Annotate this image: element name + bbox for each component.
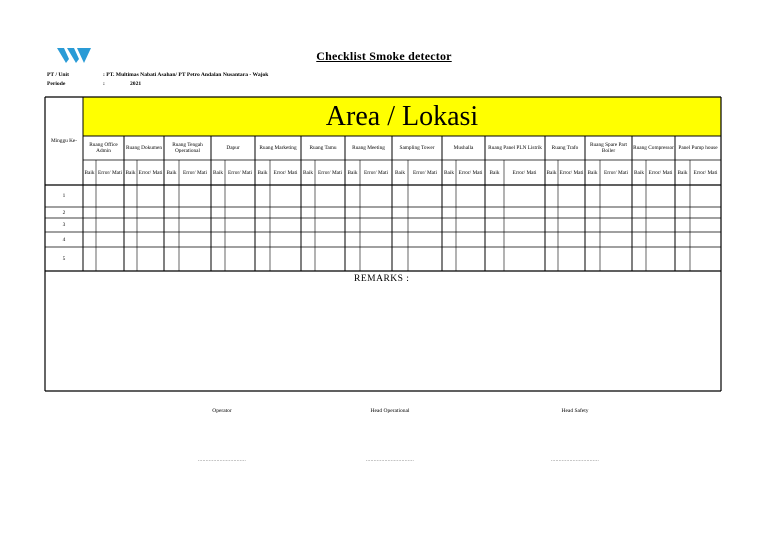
checklist-cell[interactable] xyxy=(164,218,179,232)
checklist-cell[interactable] xyxy=(485,232,504,247)
checklist-cell[interactable] xyxy=(600,232,632,247)
checklist-cell[interactable] xyxy=(301,207,315,218)
checklist-cell[interactable] xyxy=(124,247,137,271)
checklist-cell[interactable] xyxy=(179,207,211,218)
checklist-cell[interactable] xyxy=(504,218,545,232)
checklist-cell[interactable] xyxy=(456,232,485,247)
status-error-label: Error/ Mati xyxy=(183,169,207,176)
periode-label: Periode xyxy=(47,81,66,87)
checklist-cell[interactable] xyxy=(632,207,646,218)
status-baik-label: Baik xyxy=(443,169,454,176)
checklist-cell[interactable] xyxy=(164,247,179,271)
checklist-cell[interactable] xyxy=(315,207,345,218)
signature-line: ............................... xyxy=(365,458,415,463)
status-error-label: Error/ Mati xyxy=(364,169,388,176)
checklist-cell[interactable] xyxy=(360,218,392,232)
checklist-cell[interactable] xyxy=(164,185,179,207)
status-baik-label: Baik xyxy=(546,169,557,176)
location-header: Ruang Tamu xyxy=(309,145,337,151)
status-baik-label: Baik xyxy=(257,169,268,176)
status-baik-label: Baik xyxy=(394,169,405,176)
minggu-ke-label: Minggu Ke- xyxy=(50,138,78,144)
week-number: 2 xyxy=(62,209,66,216)
checklist-cell[interactable] xyxy=(96,218,124,232)
checklist-cell[interactable] xyxy=(442,185,456,207)
checklist-cell[interactable] xyxy=(164,207,179,218)
checklist-cell[interactable] xyxy=(124,185,137,207)
checklist-cell[interactable] xyxy=(360,185,392,207)
status-error-label: Error/ Mati xyxy=(318,169,342,176)
checklist-cell[interactable] xyxy=(96,185,124,207)
checklist-cell[interactable] xyxy=(545,218,558,232)
checklist-cell[interactable] xyxy=(137,207,164,218)
signature-role-label: Head Safety xyxy=(561,408,589,414)
checklist-cell[interactable] xyxy=(225,232,255,247)
checklist-cell[interactable] xyxy=(600,207,632,218)
checklist-cell[interactable] xyxy=(504,185,545,207)
checklist-cell[interactable] xyxy=(211,207,225,218)
checklist-cell[interactable] xyxy=(600,218,632,232)
location-header: Dapur xyxy=(226,145,240,151)
checklist-cell[interactable] xyxy=(504,247,545,271)
status-baik-label: Baik xyxy=(302,169,313,176)
checklist-cell[interactable] xyxy=(558,232,585,247)
checklist-cell[interactable] xyxy=(690,247,721,271)
checklist-cell[interactable] xyxy=(690,207,721,218)
checklist-cell[interactable] xyxy=(545,232,558,247)
signature-role-label: Head Operational xyxy=(370,408,410,414)
checklist-cell[interactable] xyxy=(83,232,96,247)
checklist-cell[interactable] xyxy=(485,247,504,271)
checklist-cell[interactable] xyxy=(96,232,124,247)
checklist-cell[interactable] xyxy=(345,232,360,247)
checklist-cell[interactable] xyxy=(392,247,408,271)
location-header: Ruang Panel PLN Listrik xyxy=(488,145,542,151)
checklist-cell[interactable] xyxy=(646,218,675,232)
status-baik-label: Baik xyxy=(489,169,500,176)
checklist-cell[interactable] xyxy=(585,247,600,271)
checklist-cell[interactable] xyxy=(675,207,690,218)
checklist-cell[interactable] xyxy=(545,185,558,207)
location-header: Ruang Meeting xyxy=(352,145,385,151)
checklist-cell[interactable] xyxy=(225,207,255,218)
checklist-cell[interactable] xyxy=(646,185,675,207)
checklist-cell[interactable] xyxy=(270,247,301,271)
checklist-cell[interactable] xyxy=(632,232,646,247)
checklist-cell[interactable] xyxy=(83,218,96,232)
checklist-cell[interactable] xyxy=(558,218,585,232)
periode-separator: : xyxy=(103,81,105,87)
checklist-cell[interactable] xyxy=(585,232,600,247)
checklist-cell[interactable] xyxy=(585,207,600,218)
status-error-label: Error/ Mati xyxy=(604,169,628,176)
checklist-cell[interactable] xyxy=(690,232,721,247)
checklist-cell[interactable] xyxy=(255,232,270,247)
checklist-cell[interactable] xyxy=(504,232,545,247)
checklist-cell[interactable] xyxy=(408,247,442,271)
checklist-cell[interactable] xyxy=(345,207,360,218)
checklist-cell[interactable] xyxy=(456,247,485,271)
status-baik-label: Baik xyxy=(587,169,598,176)
checklist-cell[interactable] xyxy=(124,207,137,218)
week-number: 3 xyxy=(62,222,66,228)
location-header: Ruang Compressor xyxy=(633,145,674,151)
checklist-cell[interactable] xyxy=(225,247,255,271)
document-title: Checklist Smoke detector xyxy=(316,49,452,63)
checklist-cell[interactable] xyxy=(646,232,675,247)
area-lokasi-heading: Area / Lokasi xyxy=(325,100,479,132)
status-baik-label: Baik xyxy=(212,169,223,176)
status-error-label: Error/ Mati xyxy=(138,169,163,176)
signature-line: ............................... xyxy=(550,458,600,463)
checklist-cell[interactable] xyxy=(211,232,225,247)
checklist-cell[interactable] xyxy=(345,185,360,207)
checklist-cell[interactable] xyxy=(270,232,301,247)
checklist-cell[interactable] xyxy=(504,207,545,218)
checklist-cell[interactable] xyxy=(456,218,485,232)
checklist-cell[interactable] xyxy=(124,218,137,232)
checklist-cell[interactable] xyxy=(96,207,124,218)
checklist-cell[interactable] xyxy=(83,185,96,207)
location-header: Panel Pump house xyxy=(678,145,718,151)
checklist-cell[interactable] xyxy=(442,232,456,247)
checklist-cell[interactable] xyxy=(255,247,270,271)
status-baik-label: Baik xyxy=(84,169,95,176)
checklist-cell[interactable] xyxy=(301,232,315,247)
status-error-label: Error/ Mati xyxy=(512,169,537,176)
checklist-cell[interactable] xyxy=(408,218,442,232)
week-number: 5 xyxy=(62,256,66,262)
status-error-label: Error/ Mati xyxy=(648,169,673,176)
checklist-cell[interactable] xyxy=(315,218,345,232)
checklist-cell[interactable] xyxy=(137,232,164,247)
checklist-cell[interactable] xyxy=(690,218,721,232)
checklist-cell[interactable] xyxy=(558,207,585,218)
status-error-label: Error/ Mati xyxy=(693,169,718,176)
checklist-cell[interactable] xyxy=(179,247,211,271)
checklist-cell[interactable] xyxy=(675,232,690,247)
checklist-cell[interactable] xyxy=(345,218,360,232)
status-error-label: Error/ Mati xyxy=(559,169,584,176)
checklist-cell[interactable] xyxy=(164,232,179,247)
location-header: Mushalla xyxy=(453,145,474,151)
location-header: Ruang Marketing xyxy=(259,145,297,151)
signature-line: ............................... xyxy=(197,458,247,463)
checklist-cell[interactable] xyxy=(558,247,585,271)
status-error-label: Error/ Mati xyxy=(458,169,483,176)
checklist-cell[interactable] xyxy=(137,247,164,271)
checklist-cell[interactable] xyxy=(211,247,225,271)
status-baik-label: Baik xyxy=(125,169,136,176)
checklist-cell[interactable] xyxy=(270,185,301,207)
checklist-cell[interactable] xyxy=(632,247,646,271)
checklist-cell[interactable] xyxy=(545,207,558,218)
checklist-cell[interactable] xyxy=(301,185,315,207)
checklist-cell[interactable] xyxy=(392,207,408,218)
location-header: Ruang Spare Part Boiler xyxy=(589,142,628,154)
checklist-cell[interactable] xyxy=(600,185,632,207)
checklist-cell[interactable] xyxy=(632,185,646,207)
remarks-box[interactable] xyxy=(45,271,721,391)
checklist-cell[interactable] xyxy=(675,218,690,232)
checklist-cell[interactable] xyxy=(83,207,96,218)
checklist-cell[interactable] xyxy=(392,185,408,207)
location-header: Ruang Tengah Operational xyxy=(172,142,203,154)
checklist-cell[interactable] xyxy=(124,232,137,247)
checklist-cell[interactable] xyxy=(255,207,270,218)
checklist-cell[interactable] xyxy=(675,247,690,271)
location-header: Ruang Office Admin xyxy=(89,142,118,154)
checklist-cell[interactable] xyxy=(408,185,442,207)
checklist-cell[interactable] xyxy=(360,247,392,271)
checklist-cell[interactable] xyxy=(585,185,600,207)
pt-unit-value: : PT. Multimas Nabati Asahan/ PT Petro Andalan Nusantara - Wajok xyxy=(103,72,269,78)
checklist-cell[interactable] xyxy=(632,218,646,232)
checklist-cell[interactable] xyxy=(360,232,392,247)
checklist-cell[interactable] xyxy=(83,247,96,271)
status-error-label: Error/ Mati xyxy=(98,169,122,176)
periode-value: 2021 xyxy=(130,81,142,87)
checklist-cell[interactable] xyxy=(408,207,442,218)
checklist-cell[interactable] xyxy=(545,247,558,271)
checklist-cell[interactable] xyxy=(646,207,675,218)
signature-role-label: Operator xyxy=(212,408,232,414)
checklist-cell[interactable] xyxy=(225,218,255,232)
checklist-table xyxy=(45,97,721,391)
checklist-cell[interactable] xyxy=(211,218,225,232)
checklist-cell[interactable] xyxy=(211,185,225,207)
remarks-label: REMARKS : xyxy=(354,274,410,284)
checklist-cell[interactable] xyxy=(345,247,360,271)
checklist-cell[interactable] xyxy=(675,185,690,207)
status-baik-label: Baik xyxy=(166,169,177,176)
week-number: 1 xyxy=(62,193,66,199)
checklist-cell[interactable] xyxy=(301,247,315,271)
checklist-cell[interactable] xyxy=(392,232,408,247)
checklist-cell[interactable] xyxy=(179,218,211,232)
checklist-cell[interactable] xyxy=(315,247,345,271)
status-error-label: Error/ Mati xyxy=(273,169,298,176)
checklist-cell[interactable] xyxy=(690,185,721,207)
checklist-cell[interactable] xyxy=(315,185,345,207)
checklist-cell[interactable] xyxy=(456,185,485,207)
checklist-cell[interactable] xyxy=(392,218,408,232)
status-baik-label: Baik xyxy=(677,169,688,176)
checklist-cell[interactable] xyxy=(442,218,456,232)
checklist-cell[interactable] xyxy=(137,218,164,232)
checklist-cell[interactable] xyxy=(558,185,585,207)
checklist-cell[interactable] xyxy=(585,218,600,232)
checklist-cell[interactable] xyxy=(485,218,504,232)
checklist-cell[interactable] xyxy=(600,247,632,271)
checklist-cell[interactable] xyxy=(408,232,442,247)
week-number: 4 xyxy=(62,236,66,243)
pt-unit-label: PT / Unit xyxy=(47,72,69,78)
status-baik-label: Baik xyxy=(633,169,644,176)
checklist-cell[interactable] xyxy=(137,185,164,207)
location-header: Ruang Trafo xyxy=(551,145,579,151)
checklist-cell[interactable] xyxy=(456,207,485,218)
checklist-cell[interactable] xyxy=(442,207,456,218)
checklist-cell[interactable] xyxy=(646,247,675,271)
checklist-cell[interactable] xyxy=(485,207,504,218)
checklist-cell[interactable] xyxy=(225,185,255,207)
status-error-label: Error/ Mati xyxy=(228,169,252,176)
checklist-cell[interactable] xyxy=(255,185,270,207)
checklist-cell[interactable] xyxy=(255,218,270,232)
status-error-label: Error/ Mati xyxy=(413,169,437,176)
checklist-cell[interactable] xyxy=(270,218,301,232)
status-baik-label: Baik xyxy=(347,169,358,176)
checklist-cell[interactable] xyxy=(270,207,301,218)
checklist-cell[interactable] xyxy=(179,232,211,247)
checklist-cell[interactable] xyxy=(360,207,392,218)
checklist-cell[interactable] xyxy=(96,247,124,271)
checklist-cell[interactable] xyxy=(301,218,315,232)
checklist-cell[interactable] xyxy=(179,185,211,207)
location-header: Sampling Tower xyxy=(399,145,435,151)
checklist-cell[interactable] xyxy=(442,247,456,271)
location-header: Ruang Dokumen xyxy=(125,145,163,151)
checklist-cell[interactable] xyxy=(315,232,345,247)
checklist-cell[interactable] xyxy=(485,185,504,207)
